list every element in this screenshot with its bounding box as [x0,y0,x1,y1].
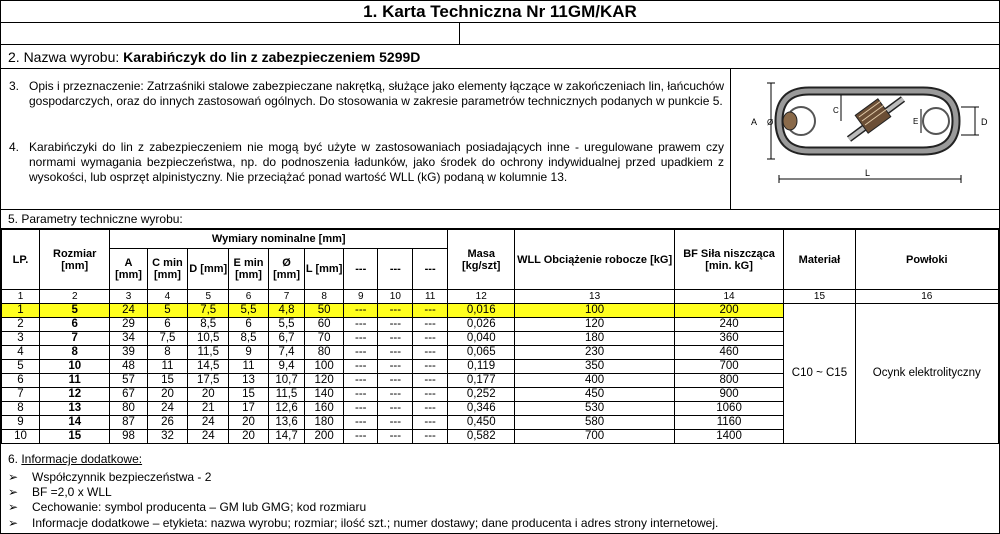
table-cell: --- [378,430,413,444]
table-cell: 7,5 [188,304,229,318]
dimension-header: D [mm] [188,249,229,290]
table-cell: --- [413,360,448,374]
column-index: 12 [448,290,515,304]
additional-info [1,451,999,533]
table-cell: 7,4 [268,346,304,360]
table-cell: 900 [674,388,784,402]
table-cell: 9 [229,346,269,360]
table-cell: --- [344,388,378,402]
table-cell: 0,119 [448,360,515,374]
carabiner-drawing [731,69,999,210]
table-cell: 120 [305,374,344,388]
table-cell: 8,5 [229,332,269,346]
info-header-text: Informacje dodatkowe: [21,452,143,466]
column-index: 5 [188,290,229,304]
dimension-header: E min [mm] [229,249,269,290]
table-cell: 13 [39,402,110,416]
table-cell: 1160 [674,416,784,430]
table-cell: 180 [515,332,674,346]
table-cell: 11 [39,374,110,388]
table-cell: 11 [229,360,269,374]
table-cell: --- [413,374,448,388]
table-cell: 60 [305,318,344,332]
table-cell: --- [378,346,413,360]
dim-e-label: E [913,117,919,126]
table-cell: 8,5 [188,318,229,332]
table-cell: 460 [674,346,784,360]
table-row [2,304,999,318]
table-cell: 6 [147,318,188,332]
table-cell: 5 [39,304,110,318]
table-cell: 8 [39,346,110,360]
table-cell: 48 [110,360,147,374]
table-cell: 5,5 [229,304,269,318]
info-line-text: Cechowanie: symbol producenta – GM lub GMG; kod rozmiaru [32,500,367,514]
column-index: 15 [784,290,855,304]
table-cell: 15 [39,430,110,444]
carabiner-diagram [731,69,999,210]
table-cell: --- [413,332,448,346]
material-cell: C10 ~ C15 [784,304,855,444]
table-cell: 24 [188,416,229,430]
description-item [9,79,724,109]
info-line-text: BF =2,0 x WLL [32,485,112,499]
table-cell: 24 [188,430,229,444]
dim-c-label: C [833,106,839,115]
table-cell: 100 [305,360,344,374]
product-name-row [1,45,999,69]
table-cell: --- [344,318,378,332]
table-cell: 580 [515,416,674,430]
info-header-num: 6. [8,452,22,466]
table-cell: 350 [515,360,674,374]
info-line [8,470,211,484]
dimension-header: Ø [mm] [268,249,304,290]
table-cell: 0,450 [448,416,515,430]
table-cell: 34 [110,332,147,346]
column-index: 8 [305,290,344,304]
table-cell: 0,177 [448,374,515,388]
info-line [8,485,112,499]
table-cell: 2 [2,318,40,332]
table-cell: --- [413,304,448,318]
header-material: Materiał [784,230,855,290]
table-cell: 20 [229,416,269,430]
table-cell: 700 [674,360,784,374]
info-line-text: Współczynnik bezpieczeństwa - 2 [32,470,212,484]
table-cell: 20 [188,388,229,402]
table-cell: --- [344,360,378,374]
table-cell: 6 [229,318,269,332]
item-text: Opis i przeznaczenie: Zatrzaśniki stalowe zabezpieczane nakrętką, służące jako elementy łączące w zakończeniach lin, łańcuchów gospodarczych, oraz do innych zastosowań ogólnych. Do stosowania w zakresie parametrów technicznych podanych w punkcie 5. [29,79,725,108]
bullet-icon: ➢ [8,485,19,499]
table-cell: --- [378,402,413,416]
table-cell: 14,5 [188,360,229,374]
table-cell: 14 [39,416,110,430]
table-cell: 7 [2,388,40,402]
table-cell: 50 [305,304,344,318]
info-header [8,452,142,466]
table-cell: 87 [110,416,147,430]
table-cell: 57 [110,374,147,388]
table-cell: --- [378,416,413,430]
table-cell: 10,7 [268,374,304,388]
table-cell: 6 [39,318,110,332]
table-cell: 4,8 [268,304,304,318]
table-cell: 15 [229,388,269,402]
table-cell: 67 [110,388,147,402]
table-cell: 80 [305,346,344,360]
section-5-heading: 5. Parametry techniczne wyrobu: [1,210,999,229]
table-cell: 17 [229,402,269,416]
table-cell: 21 [188,402,229,416]
bullet-icon: ➢ [8,500,19,514]
table-cell: --- [344,332,378,346]
table-cell: --- [344,346,378,360]
table-cell: 29 [110,318,147,332]
table-cell: 8 [2,402,40,416]
table-cell: 39 [110,346,147,360]
table-cell: --- [344,374,378,388]
table-cell: 140 [305,388,344,402]
divider [459,23,460,45]
table-cell: 70 [305,332,344,346]
table-cell: 26 [147,416,188,430]
dim-a-label: A [751,117,758,127]
table-cell: 13,6 [268,416,304,430]
column-index: 2 [39,290,110,304]
table-cell: 6 [2,374,40,388]
table-cell: 530 [515,402,674,416]
info-line [8,500,366,514]
table-cell: 1400 [674,430,784,444]
table-cell: 360 [674,332,784,346]
dim-d-label: D [981,117,988,127]
header-dimensions: Wymiary nominalne [mm] [110,230,448,249]
table-cell: 160 [305,402,344,416]
dimension-header: L [mm] [305,249,344,290]
column-index: 14 [674,290,784,304]
table-cell: 11,5 [188,346,229,360]
table-cell: 0,040 [448,332,515,346]
table-cell: 400 [515,374,674,388]
product-prefix: 2. Nazwa wyrobu: [8,49,124,65]
dimension-header: --- [378,249,413,290]
header-bf: BF Siła niszcząca [min. kG] [674,230,784,290]
column-index: 16 [855,290,998,304]
dimension-header: A [mm] [110,249,147,290]
table-cell: 0,016 [448,304,515,318]
dim-o-label: Ø [767,118,774,127]
table-cell: 120 [515,318,674,332]
table-cell: --- [378,388,413,402]
column-index: 3 [110,290,147,304]
table-cell: 10 [39,360,110,374]
table-cell: 100 [515,304,674,318]
table-cell: 24 [147,402,188,416]
table-cell: 3 [2,332,40,346]
table-cell: 11 [147,360,188,374]
column-index: 4 [147,290,188,304]
table-cell: 20 [229,430,269,444]
column-index: 11 [413,290,448,304]
info-line [8,516,718,530]
table-cell: 0,065 [448,346,515,360]
table-cell: 17,5 [188,374,229,388]
table-cell: 9,4 [268,360,304,374]
table-cell: --- [378,304,413,318]
dimension-header: C min [mm] [147,249,188,290]
table-cell: --- [413,318,448,332]
bullet-icon: ➢ [8,516,19,530]
table-cell: 98 [110,430,147,444]
description-item [9,140,724,185]
table-cell: 5,5 [268,318,304,332]
table-cell: 700 [515,430,674,444]
column-index: 13 [515,290,674,304]
page-title: 1. Karta Techniczna Nr 11GM/KAR [1,1,999,23]
table-cell: --- [413,430,448,444]
dimension-header: --- [344,249,378,290]
table-cell: 0,026 [448,318,515,332]
table-cell: 1060 [674,402,784,416]
dimension-header: --- [413,249,448,290]
table-cell: 10 [2,430,40,444]
table-cell: 24 [110,304,147,318]
table-cell: --- [378,332,413,346]
blank-header-row [1,23,999,45]
table-cell: 230 [515,346,674,360]
table-cell: 14,7 [268,430,304,444]
table-cell: 6,7 [268,332,304,346]
table-cell: 180 [305,416,344,430]
description-section [1,69,731,210]
table-cell: --- [413,346,448,360]
table-cell: 450 [515,388,674,402]
column-index: 1 [2,290,40,304]
table-cell: --- [413,402,448,416]
parameters-table [1,229,999,444]
table-cell: 1 [2,304,40,318]
table-cell: 0,582 [448,430,515,444]
header-size: Rozmiar [mm] [39,230,110,290]
table-cell: 11,5 [268,388,304,402]
table-cell: 12 [39,388,110,402]
table-cell: 80 [110,402,147,416]
table-cell: 10,5 [188,332,229,346]
column-index: 6 [229,290,269,304]
table-cell: 5 [147,304,188,318]
column-index: 10 [378,290,413,304]
table-cell: 4 [2,346,40,360]
header-wll: WLL Obciążenie robocze [kG] [515,230,674,290]
table-cell: 8 [147,346,188,360]
table-cell: --- [344,430,378,444]
item-number: 3. [9,79,20,93]
table-cell: 5 [2,360,40,374]
table-cell: 240 [674,318,784,332]
table-cell: 7 [39,332,110,346]
item-number: 4. [9,140,20,154]
table-cell: --- [378,360,413,374]
table-cell: 12,6 [268,402,304,416]
header-coating: Powłoki [855,230,998,290]
table-cell: --- [378,374,413,388]
header-mass: Masa [kg/szt] [448,230,515,290]
table-cell: --- [378,318,413,332]
coating-cell: Ocynk elektrolityczny [855,304,998,444]
dim-l-label: L [865,168,871,178]
column-index: 9 [344,290,378,304]
table-cell: 20 [147,388,188,402]
item-text: Karabińczyki do lin z zabezpieczeniem nie mogą być użyte w zastosowaniach posiadających inne - uregulowane prawem czy normami wymagania bezpieczeństwa, np. do podnoszenia ładunków, jako środek do ochrony indywidualnej przed upadkiem z wysokości, lub osprzęt alpinistyczny. Nie przeciążać ponad wartość WLL (kG) podaną w kolumnie 13. [29,140,724,184]
table-cell: 7,5 [147,332,188,346]
table-cell: 32 [147,430,188,444]
table-cell: 800 [674,374,784,388]
product-name: Karabińczyk do lin z zabezpieczeniem 5299D [123,49,421,65]
table-cell: --- [413,416,448,430]
table-cell: --- [344,402,378,416]
table-cell: 9 [2,416,40,430]
column-index: 7 [268,290,304,304]
table-cell: 200 [305,430,344,444]
header-lp: LP. [2,230,40,290]
table-cell: 13 [229,374,269,388]
table-cell: --- [344,416,378,430]
table-cell: --- [344,304,378,318]
bullet-icon: ➢ [8,470,19,484]
table-cell: 0,346 [448,402,515,416]
table-cell: 200 [674,304,784,318]
table-cell: 0,252 [448,388,515,402]
table-cell: 15 [147,374,188,388]
table-cell: --- [413,388,448,402]
info-line-text: Informacje dodatkowe – etykieta: nazwa wyrobu; rozmiar; ilość szt.; numer dostawy; dane producenta i adres strony internetowej. [32,516,719,530]
